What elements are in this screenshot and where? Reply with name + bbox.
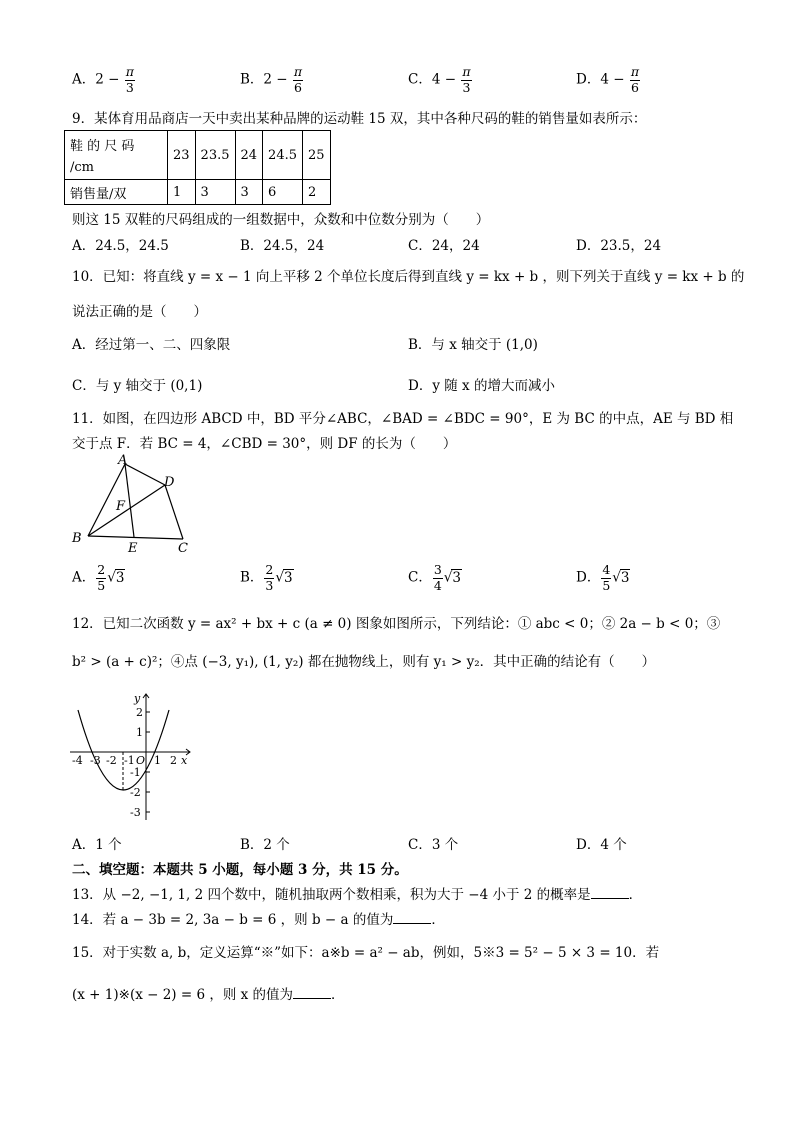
segment-bc [88,536,183,539]
q9-option-d: D．23.5，24 [576,238,662,254]
q9-stem: 9．某体育用品商店一天中卖出某种品牌的运动鞋 15 双，其中各种尺码的鞋的销售量如表所示： [72,111,647,127]
segment-ad [125,464,165,485]
label-a: A [118,453,128,468]
label-d: D [164,475,175,490]
q10-option-b: B．与 x 轴交于 (1,0) [408,337,538,353]
q9-question: 则这 15 双鞋的尺码组成的一组数据中，众数和中位数分别为（ ） [72,212,490,228]
x-tick-label: 1 [154,754,161,767]
answer-blank [393,911,431,924]
x-tick-label: -3 [90,754,101,767]
q10-line1: 10．已知：将直线 y = x − 1 向上平移 2 个单位长度后得到直线 y = kx + b ，则下列关于直线 y = kx + b 的 [72,269,745,285]
y-tick-label: 2 [136,706,143,719]
q12-option-d: D．4 个 [576,837,627,853]
q12-option-c: C．3 个 [408,837,459,853]
count-cell: 3 [195,180,235,205]
q12-option-a: A．1 个 [72,837,122,853]
x-tick-label: -2 [106,754,117,767]
q14: 14．若 a − 3b = 2, 3a − b = 6 ，则 b − a 的值为 ． [72,912,445,928]
q9-option-b: B．24.5，24 [240,238,325,254]
q11-option-d: D． $\frac{4}{5}$ √3 [576,562,630,593]
label-b: B [72,531,82,546]
origin-label: O [136,754,146,767]
q9-option-c: C．24，24 [408,238,480,254]
q8-option-c: C．4 − $\frac{\pi}{3}$ [408,64,471,95]
table-row-label: 销售量/双 [65,180,168,205]
q11-option-b: B． $\frac{2}{3}$ √3 [240,562,293,593]
q8-option-d: D．4 − $\frac{\pi}{6}$ [576,64,640,95]
y-tick-label: -2 [130,786,141,799]
segment-bd [88,485,165,536]
q9-option-a: A．24.5，24.5 [72,238,169,254]
q10-option-d: D．y 随 x 的增大而减小 [408,378,555,394]
count-cell: 1 [168,180,196,205]
q13: 13．从 −2, −1, 1, 2 四个数中，随机抽取两个数相乘，积为大于 −4 小于 2 的概率是 ． [72,887,643,903]
label-e: E [128,541,138,556]
q9-size-table [64,130,331,205]
count-cell: 3 [235,180,263,205]
count-cell: 6 [263,180,303,205]
q11-option-c: C． $\frac{3}{4}$ √3 [408,562,461,593]
q10-option-a: A．经过第一、二、四象限 [72,337,231,353]
q12-line2: b² > (a + c)²；④点 (−3, y₁), (1, y₂) 都在抛物线上，则有 y₁ > y₂．其中正确的结论有（ ） [72,654,656,670]
q12-line1: 12．已知二次函数 y = ax² + bx + c (a ≠ 0) 图象如图所示，下列结论：① abc < 0；② 2a − b < 0；③ [72,616,721,632]
count-cell: 2 [303,180,331,205]
table-header-label: 鞋 的 尺 码 /cm [65,131,168,180]
q12-option-b: B．2 个 [240,837,290,853]
quadrilateral-figure [66,452,196,557]
q10-option-c: C．与 y 轴交于 (0,1) [72,378,203,394]
x-tick-label: -4 [72,754,83,767]
q8-option-b: B．2 − $\frac{\pi}{6}$ [240,64,303,95]
answer-blank [293,986,331,999]
parabola-graph [66,690,196,822]
label-c: C [178,541,188,556]
q15-line2: (x + 1)※(x − 2) = 6 ，则 x 的值为 ． [72,987,345,1003]
label-f: F [116,499,126,514]
x-tick-label: -1 [124,754,135,767]
y-axis-label: y [134,692,141,705]
size-cell: 23 [168,131,196,180]
size-cell: 24.5 [263,131,303,180]
q10-line2: 说法正确的是（ ） [72,304,207,320]
segment-ae [125,464,134,537]
q11-line2: 交于点 F．若 BC = 4，∠CBD = 30°，则 DF 的长为（ ） [72,436,457,452]
q11-line1: 11．如图，在四边形 ABCD 中，BD 平分∠ABC，∠BAD = ∠BDC = 90°，E 为 BC 的中点，AE 与 BD 相 [72,411,734,427]
section-heading: 二、填空题：本题共 5 小题，每小题 3 分，共 15 分。 [72,862,408,878]
y-tick-label: 1 [136,726,143,739]
size-cell: 24 [235,131,263,180]
y-axis-ticks [146,712,150,812]
q8-option-a: A．2 − $\frac{\pi}{3}$ [72,64,134,95]
size-cell: 23.5 [195,131,235,180]
x-tick-label: 2 [170,754,177,767]
y-tick-label: -1 [130,766,141,779]
x-axis-label: x [181,754,188,767]
q11-option-a: A． $\frac{2}{5}$ √3 [72,562,125,593]
y-tick-label: -3 [130,806,141,819]
answer-blank [591,886,629,899]
segment-dc [165,485,183,539]
size-cell: 25 [303,131,331,180]
q15-line1: 15．对于实数 a, b，定义运算“※”如下：a※b = a² − ab，例如，5※3 = 5² − 5 × 3 = 10．若 [72,945,660,961]
